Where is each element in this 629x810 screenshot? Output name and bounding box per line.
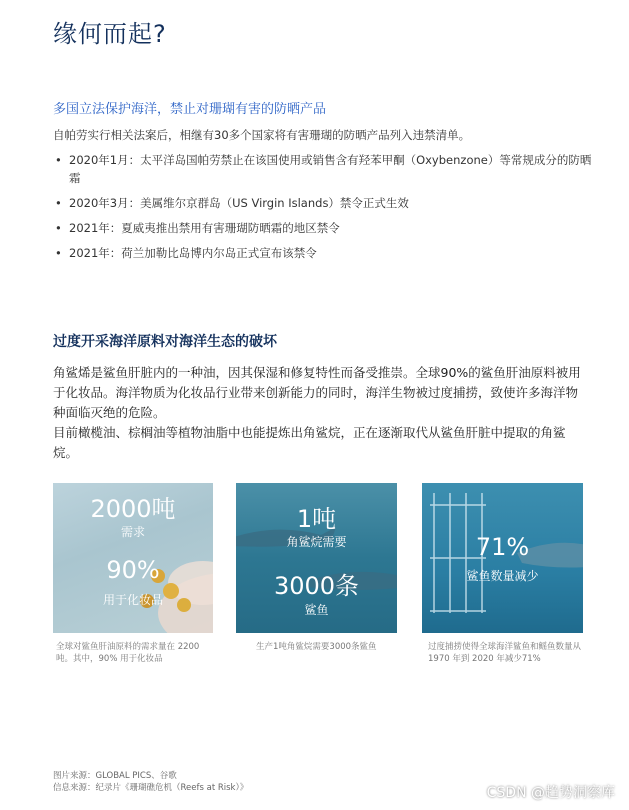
bullet-text: 2020年1月：太平洋岛国帕劳禁止在该国使用或销售含有羟苯甲酮（Oxybenzone）等常规成分的防晒霜 bbox=[69, 153, 592, 185]
stat-label: 角鲨烷需要 bbox=[286, 535, 347, 549]
panel-caption: 过度捕捞使得全球海洋鲨鱼和鳐鱼数量从 1970 年到 2020 年减少71% bbox=[428, 642, 582, 664]
stat-label: 鲨鱼 bbox=[304, 603, 329, 617]
image-source: 图片来源：GLOBAL PICS、谷歌 bbox=[53, 771, 177, 781]
stat-value: 1吨 bbox=[296, 505, 337, 533]
stat-value: 3000条 bbox=[273, 572, 360, 600]
bullet-icon: • bbox=[55, 246, 62, 260]
panel-caption: 全球对鲨鱼肝油原料的需求量在 2200吨。其中，90% 用于化妆品 bbox=[56, 642, 200, 664]
stat-panel-squalane bbox=[236, 483, 397, 633]
section2-body bbox=[53, 363, 583, 463]
stat-panel-demand bbox=[53, 483, 213, 633]
list-item bbox=[53, 151, 593, 187]
page-title: 缘何而起? bbox=[53, 20, 167, 48]
section2-heading: 过度开采海洋原料对海洋生态的破坏 bbox=[53, 334, 277, 350]
stat-value: 71% bbox=[475, 533, 530, 561]
bullet-icon: • bbox=[55, 153, 62, 167]
watermark: CSDN @趋势洞察库 bbox=[486, 785, 615, 801]
info-source: 信息来源：纪录片《珊瑚礁危机（Reefs at Risk）》 bbox=[53, 783, 249, 793]
section1-heading: 多国立法保护海洋，禁止对珊瑚有害的防晒产品 bbox=[53, 102, 327, 117]
bullet-icon: • bbox=[55, 196, 62, 210]
list-item bbox=[53, 219, 593, 237]
stat-label: 需求 bbox=[120, 525, 145, 539]
bullet-icon: • bbox=[55, 221, 62, 235]
list-item bbox=[53, 194, 593, 212]
bullet-text: 2021年：荷兰加勒比岛博内尔岛正式宣布该禁令 bbox=[69, 246, 317, 260]
bullet-text: 2021年：夏威夷推出禁用有害珊瑚防晒霜的地区禁令 bbox=[69, 221, 340, 235]
list-item bbox=[53, 244, 593, 262]
bullet-list bbox=[53, 151, 593, 269]
section1-intro: 自帕劳实行相关法案后，相继有30多个国家将有害珊瑚的防晒产品列入违禁清单。 bbox=[53, 128, 471, 142]
section2-paragraph: 目前橄榄油、棕榈油等植物油脂中也能提炼出角鲨烷，正在逐渐取代从鲨鱼肝脏中提取的角鲨烷。 bbox=[53, 425, 566, 460]
stat-label: 用于化妆品 bbox=[102, 593, 163, 607]
panel-caption: 生产1吨角鲨烷需要3000条鲨鱼 bbox=[256, 642, 377, 652]
stat-value: 90% bbox=[106, 556, 160, 584]
section2-paragraph: 角鲨烯是鲨鱼肝脏内的一种油，因其保湿和修复特性而备受推崇。全球90%的鲨鱼肝油原料被用于化妆品。海洋物质为化妆品行业带来创新能力的同时，海洋生物被过度捕捞，致使许多海洋物种面临灭绝的危险。 bbox=[53, 365, 581, 420]
stat-label: 鲨鱼数量减少 bbox=[466, 569, 539, 583]
bullet-text: 2020年3月：美属维尔京群岛（US Virgin Islands）禁令正式生效 bbox=[69, 196, 409, 210]
stat-panel-decline bbox=[422, 483, 583, 633]
stat-value: 2000吨 bbox=[90, 495, 176, 523]
